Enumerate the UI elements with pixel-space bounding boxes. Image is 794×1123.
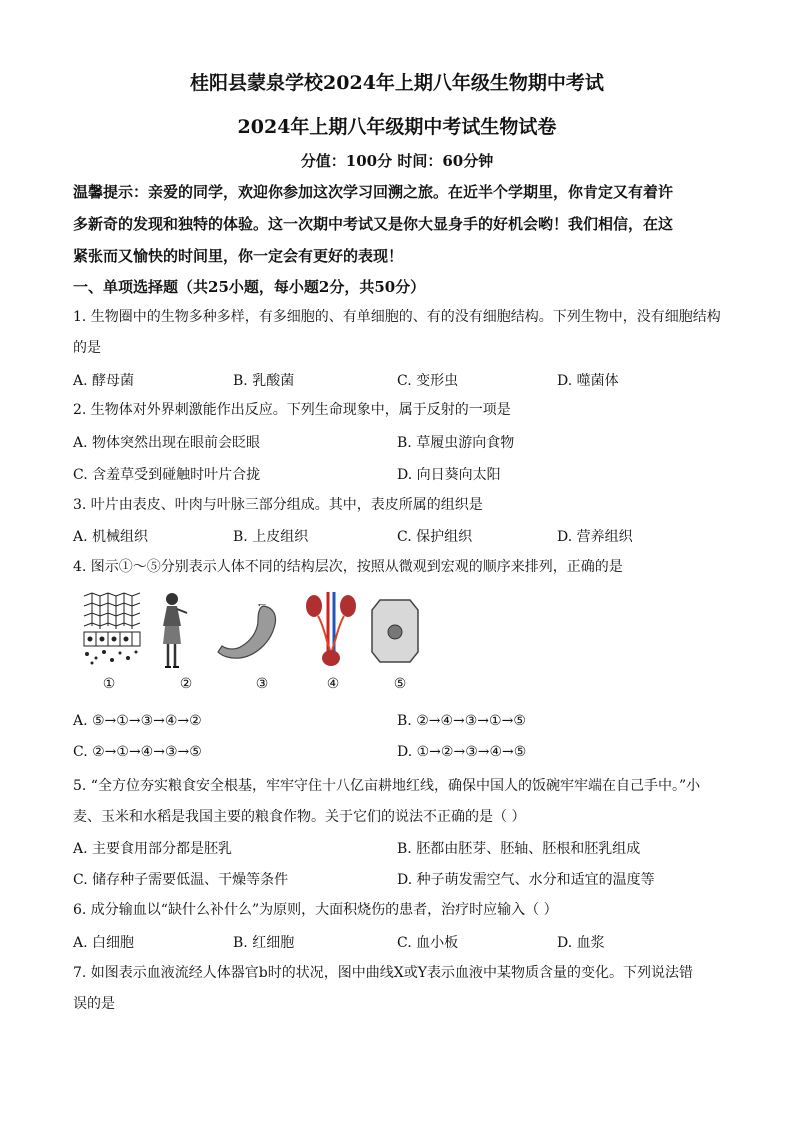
q6-option-d: D. 血浆	[557, 935, 605, 951]
q3-option-d: D. 营养组织	[557, 529, 633, 545]
cell-figure	[370, 598, 420, 664]
q1-stem-line1: 1. 生物圈中的生物多种多样，有多细胞的、有单细胞的、有的没有细胞结构。下列生物中，没有细胞结构	[73, 309, 721, 325]
q5-option-b: B. 胚都由胚芽、胚轴、胚根和胚乳组成	[397, 841, 641, 857]
figure-label-2: ②	[179, 676, 193, 692]
stomach-figure	[216, 604, 288, 666]
q1-option-a: A. 酵母菌	[73, 373, 135, 389]
tip-line-3: 紧张而又愉快的时间里，你一定会有更好的表现！	[73, 247, 404, 265]
q1-stem-line2: 的是	[73, 340, 101, 356]
section-heading: 一、单项选择题（共25小题，每小题2分，共50分）	[73, 278, 426, 296]
q3-option-a: A. 机械组织	[73, 529, 149, 545]
tissue-figure	[82, 592, 142, 666]
paper-subtitle: 2024年上期八年级期中考试生物试卷	[237, 116, 557, 138]
q2-option-b: B. 草履虫游向食物	[397, 435, 515, 451]
q3-option-c: C. 保护组织	[397, 529, 473, 545]
tip-line-1: 温馨提示：亲爱的同学，欢迎你参加这次学习回溯之旅。在近半个学期里，你肯定又有着许	[73, 183, 674, 201]
figure-label-5: ⑤	[393, 676, 407, 692]
q4-stem: 4. 图示①～⑤分别表示人体不同的结构层次，按照从微观到宏观的顺序来排列，正确的是	[73, 559, 623, 575]
q4-option-d: D. ①→②→③→④→⑤	[397, 744, 527, 760]
q1-option-c: C. 变形虫	[397, 373, 459, 389]
q3-option-b: B. 上皮组织	[233, 529, 309, 545]
q5-option-a: A. 主要食用部分都是胚乳	[73, 841, 233, 857]
q5-option-d: D. 种子萌发需空气、水分和适宜的温度等	[397, 872, 655, 888]
exam-title: 桂阳县蒙泉学校2024年上期八年级生物期中考试	[190, 72, 604, 94]
score-time: 分值：100分 时间：60分钟	[300, 152, 494, 170]
q6-stem: 6. 成分输血以“缺什么补什么”为原则，大面积烧伤的患者，治疗时应输入（ ）	[73, 902, 558, 918]
q2-option-a: A. 物体突然出现在眼前会眨眼	[73, 435, 261, 451]
figure-label-3: ③	[255, 676, 269, 692]
q7-stem-line2: 误的是	[73, 996, 115, 1012]
q2-option-d: D. 向日葵向太阳	[397, 467, 501, 483]
q5-stem-line2: 麦、玉米和水稻是我国主要的粮食作物。关于它们的说法不正确的是（ ）	[73, 809, 526, 825]
q1-option-b: B. 乳酸菌	[233, 373, 295, 389]
q6-option-a: A. 白细胞	[73, 935, 135, 951]
q2-option-c: C. 含羞草受到碰触时叶片合拢	[73, 467, 261, 483]
q5-stem-line1: 5. “全方位夯实粮食安全根基，牢牢守住十八亿亩耕地红线，确保中国人的饭碗牢牢端在自己手中。”小	[73, 778, 701, 794]
figure-label-4: ④	[326, 676, 340, 692]
human-figure	[160, 592, 190, 670]
q3-stem: 3. 叶片由表皮、叶肉与叶脉三部分组成。其中，表皮所属的组织是	[73, 497, 483, 513]
q5-option-c: C. 储存种子需要低温、干燥等条件	[73, 872, 289, 888]
q6-option-b: B. 红细胞	[233, 935, 295, 951]
q4-option-c: C. ②→①→④→③→⑤	[73, 744, 202, 760]
tip-line-2: 多新奇的发现和独特的体验。这一次期中考试又是你大显身手的好机会哟！我们相信，在这	[73, 215, 674, 233]
q1-option-d: D. 噬菌体	[557, 373, 619, 389]
figure-label-1: ①	[102, 676, 116, 692]
q4-option-b: B. ②→④→③→①→⑤	[397, 713, 526, 729]
q6-option-c: C. 血小板	[397, 935, 459, 951]
urinary-system-figure	[300, 590, 362, 670]
q2-stem: 2. 生物体对外界刺激能作出反应。下列生命现象中，属于反射的一项是	[73, 402, 511, 418]
q7-stem-line1: 7. 如图表示血液流经人体器官b时的状况，图中曲线X或Y表示血液中某物质含量的变化。下列说法错	[73, 965, 693, 981]
q4-option-a: A. ⑤→①→③→④→②	[73, 713, 202, 729]
